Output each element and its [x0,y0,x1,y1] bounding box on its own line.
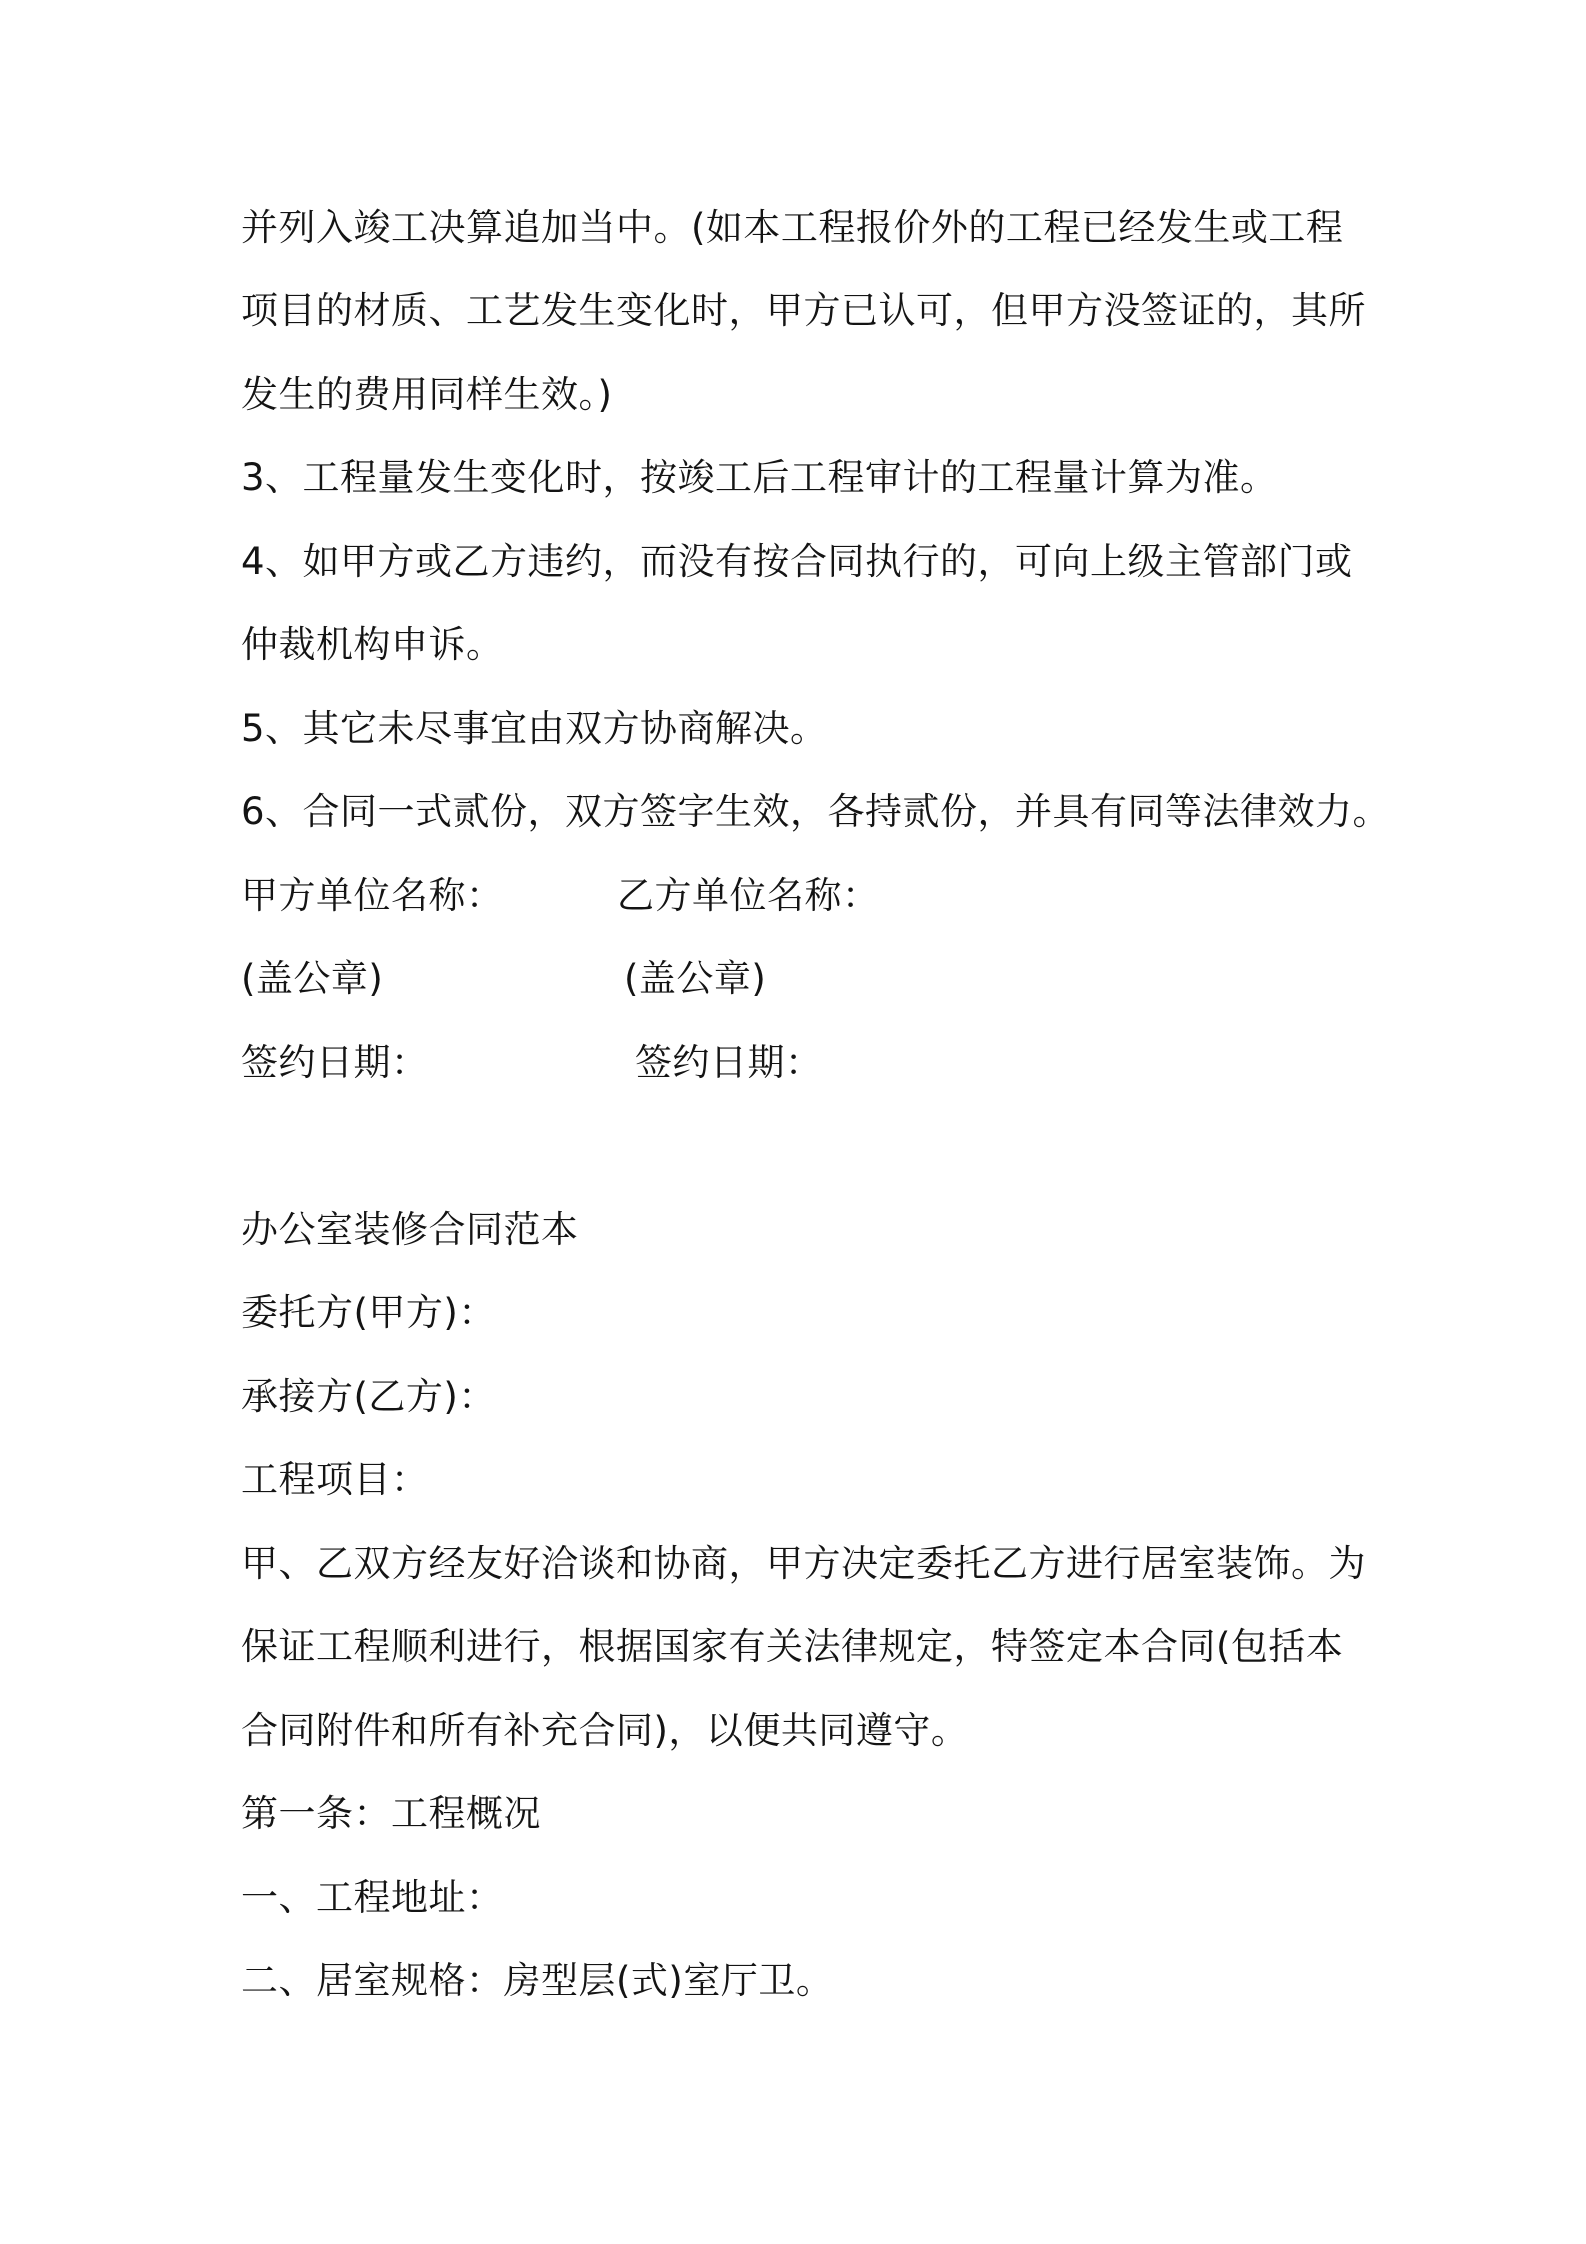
intro-line: 甲、乙双方经友好洽谈和协商，甲方决定委托乙方进行居室装饰。为 [241,1542,1366,1585]
client-label: 委托方(甲方)： [241,1291,496,1334]
paragraph-line: 发生的费用同样生效。) [241,373,613,416]
project-label: 工程项目： [241,1458,429,1501]
clause-item-4: 4、如甲方或乙方违约，而没有按合同执行的，可向上级主管部门或 [241,540,1353,583]
project-address-item: 一、工程地址： [241,1876,504,1919]
article-1-heading: 第一条：工程概况 [241,1792,541,1835]
party-b-date-label: 签约日期： [635,1041,823,1084]
party-b-name-label: 乙方单位名称： [617,874,880,917]
intro-line: 合同附件和所有补充合同)，以便共同遵守。 [241,1709,969,1752]
room-spec-item: 二、居室规格：房型层(式)室厅卫。 [241,1959,834,2002]
clause-item-6: 6、合同一式贰份，双方签字生效，各持贰份，并具有同等法律效力。 [241,790,1391,833]
party-a-name-label: 甲方单位名称： [241,874,504,917]
party-b-seal: (盖公章) [624,957,767,1000]
paragraph-line: 项目的材质、工艺发生变化时，甲方已认可，但甲方没签证的，其所 [241,289,1366,332]
intro-line: 保证工程顺利进行，根据国家有关法律规定，特签定本合同(包括本 [241,1625,1344,1668]
contract-title: 办公室装修合同范本 [241,1208,579,1251]
paragraph-line: 并列入竣工决算追加当中。(如本工程报价外的工程已经发生或工程 [241,206,1344,249]
clause-item-5: 5、其它未尽事宜由双方协商解决。 [241,707,828,750]
party-a-date-label: 签约日期： [241,1041,429,1084]
clause-item-4-cont: 仲裁机构申诉。 [241,623,504,666]
clause-item-3: 3、工程量发生变化时，按竣工后工程审计的工程量计算为准。 [241,456,1278,499]
contractor-label: 承接方(乙方)： [241,1375,496,1418]
party-a-seal: (盖公章) [241,957,384,1000]
